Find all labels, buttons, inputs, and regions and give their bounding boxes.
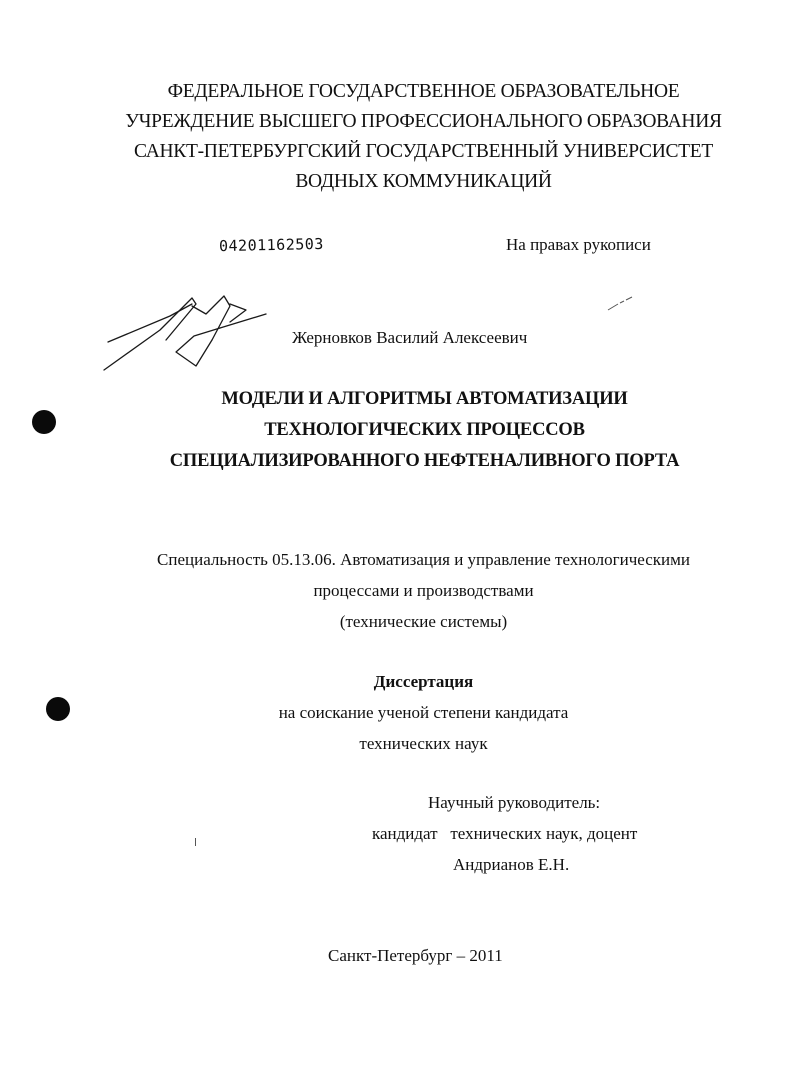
institution-line-1: ФЕДЕРАЛЬНОЕ ГОСУДАРСТВЕННОЕ ОБРАЗОВАТЕЛЬНОЕ bbox=[167, 81, 680, 102]
registry-code: 04201162503 bbox=[218, 234, 325, 256]
pencil-mark bbox=[606, 294, 636, 314]
title-line-2: ТЕХНОЛОГИЧЕСКИХ ПРОЦЕССОВ bbox=[264, 420, 585, 440]
degree-line-2: технических наук bbox=[359, 734, 488, 753]
dissertation-heading: Диссертация bbox=[373, 672, 474, 691]
author-name: Жерновков Василий Алексеевич bbox=[292, 328, 528, 347]
degree-block bbox=[24, 666, 799, 759]
institution-line-2: УЧРЕЖДЕНИЕ ВЫСШЕГО ПРОФЕССИОНАЛЬНОГО ОБРАЗОВАНИЯ bbox=[125, 111, 722, 132]
supervisor-label: Научный руководитель: bbox=[428, 793, 601, 812]
signature-image bbox=[100, 292, 290, 392]
specialty-line-2: процессами и производствами bbox=[313, 581, 534, 600]
title-line-3: СПЕЦИАЛИЗИРОВАННОГО НЕФТЕНАЛИВНОГО ПОРТА bbox=[169, 451, 680, 471]
specialty-line-1: Специальность 05.13.06. Автоматизация и управление технологическими bbox=[157, 550, 690, 569]
manuscript-note: На правах рукописи bbox=[506, 235, 651, 254]
supervisor-title: кандидат технических наук, доцент bbox=[372, 824, 638, 843]
title-line-1: МОДЕЛИ И АЛГОРИТМЫ АВТОМАТИЗАЦИИ bbox=[221, 389, 628, 409]
stray-mark bbox=[195, 838, 196, 846]
institution-header bbox=[24, 77, 799, 197]
dissertation-title bbox=[25, 384, 799, 477]
specialty-block bbox=[24, 544, 799, 637]
institution-line-3: САНКТ-ПЕТЕРБУРГСКИЙ ГОСУДАРСТВЕННЫЙ УНИВЕРСИСТЕТ bbox=[133, 141, 714, 162]
city-year: Санкт-Петербург – 2011 bbox=[328, 946, 503, 965]
degree-line-1: на соискание ученой степени кандидата bbox=[278, 703, 569, 722]
specialty-line-3: (технические системы) bbox=[339, 612, 508, 631]
institution-line-4: ВОДНЫХ КОММУНИКАЦИЙ bbox=[295, 171, 552, 192]
supervisor-name: Андрианов Е.Н. bbox=[453, 855, 570, 874]
